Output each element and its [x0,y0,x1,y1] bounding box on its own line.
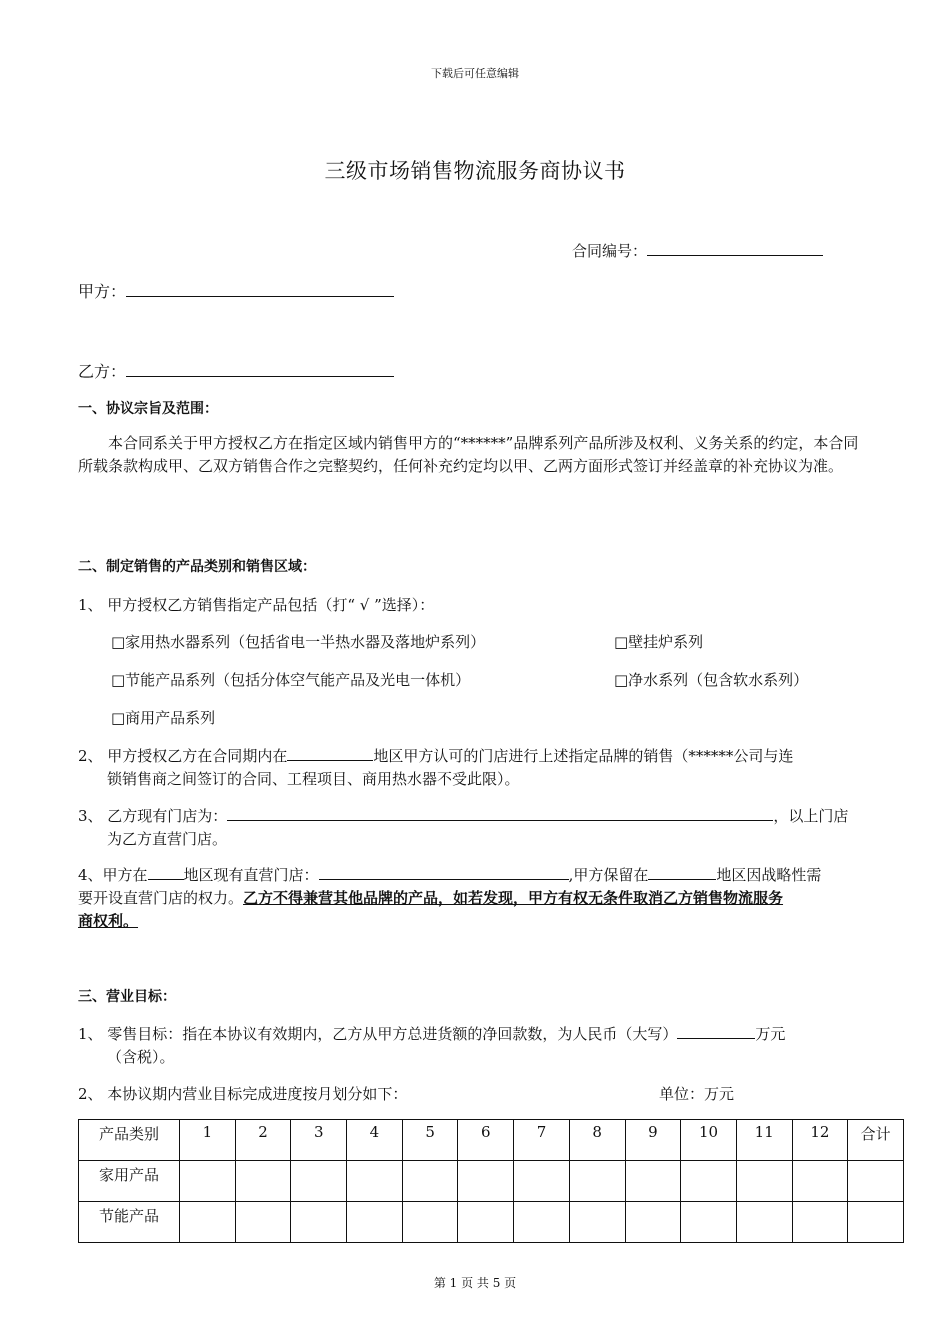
table-header-cell: 9 [625,1120,681,1161]
party-a-line [78,279,394,302]
party-b-line [78,359,394,382]
table-header-cell: 3 [291,1120,347,1161]
table-cell[interactable] [347,1161,403,1202]
item4-reserve-region-blank[interactable] [648,864,716,880]
contract-number-label: 合同编号： [572,242,648,260]
section1-heading: 一、协议宗旨及范围： [78,401,218,417]
document-title: 三级市场销售物流服务商协议书 [324,159,626,183]
table-header-cell: 1 [180,1120,236,1161]
unit-label: 单位：万元 [659,1085,735,1103]
table-header-row [79,1120,904,1161]
contract-number-blank[interactable] [647,240,823,256]
monthly-target-table [78,1119,904,1243]
table-cell[interactable] [569,1202,625,1243]
item4-text-b: 地区现有直营门店： [183,866,319,884]
table-cell[interactable] [792,1202,848,1243]
row-label: 节能产品 [79,1202,180,1243]
table-cell[interactable] [681,1161,737,1202]
table-header-cell: 5 [402,1120,458,1161]
section2-item1: 1、 甲方授权乙方销售指定产品包括（打“ √ ”选择）： [78,596,435,614]
table-cell[interactable] [291,1202,347,1243]
table-header-cell: 4 [347,1120,403,1161]
table-row [79,1161,904,1202]
table-header-cell: 合计 [848,1120,904,1161]
s3-item1-text-b: 万元 [755,1025,786,1043]
table-cell[interactable] [235,1161,291,1202]
item3-text-c: 为乙方直营门店。 [107,830,228,848]
section2-item4-line2 [78,887,783,908]
item4-text-d: 地区因战略性需 [716,866,822,884]
party-a-blank[interactable] [126,281,394,297]
section2-item2-line1 [78,745,793,766]
table-cell[interactable] [514,1202,570,1243]
section2-item3-line1 [78,805,848,826]
table-cell[interactable] [792,1161,848,1202]
option-wall-boiler[interactable]: □壁挂炉系列 [614,633,704,651]
table-cell[interactable] [402,1202,458,1243]
option-energy-saving[interactable]: □节能产品系列（包括分体空气能产品及光电一体机） [111,671,471,689]
retail-target-blank[interactable] [677,1023,755,1039]
item2-text-c: 锁销售商之间签订的合同、工程项目、商用热水器不受此限）。 [107,770,520,788]
item3-stores-blank[interactable] [227,805,773,821]
party-b-label: 乙方： [78,362,127,381]
item4-text-e: 要开设直营门店的权力。 [78,889,244,907]
table-header-cell: 6 [458,1120,514,1161]
item4-bold-clause-end: 商权利。 [78,912,139,930]
option-water-purifier[interactable]: □净水系列（包含软水系列） [614,671,809,689]
section2-heading: 二、制定销售的产品类别和销售区域： [78,559,316,575]
table-header-cell: 产品类别 [79,1120,180,1161]
table-cell[interactable] [736,1161,792,1202]
option-commercial[interactable]: □商用产品系列 [111,709,216,727]
table-cell[interactable] [347,1202,403,1243]
table-cell[interactable] [514,1161,570,1202]
table-cell[interactable] [625,1161,681,1202]
table-header-cell: 7 [514,1120,570,1161]
table-cell[interactable] [458,1202,514,1243]
section1-body: 本合同系关于甲方授权乙方在指定区域内销售甲方的“******”品牌系列产品所涉及权利、义务关系的约定，本合同所载条款构成甲、乙双方销售合作之完整契约，任何补充约定均以甲、乙两方面形式签订并经盖章的补充协议为准。 [78,434,859,475]
row-label: 家用产品 [79,1161,180,1202]
party-a-label: 甲方： [78,282,127,301]
s3-item1-text-a: 1、 零售目标：指在本协议有效期内，乙方从甲方总进货额的净回款数，为人民币（大写） [78,1025,678,1043]
table-cell[interactable] [569,1161,625,1202]
table-header-cell: 8 [569,1120,625,1161]
item4-text-c: ,甲方保留在 [568,866,649,884]
item2-text-b: 地区甲方认可的门店进行上述指定品牌的销售（******公司与连 [373,747,794,765]
table-header-cell: 11 [736,1120,792,1161]
item4-stores-blank[interactable] [319,864,569,880]
item2-region-blank[interactable] [287,745,373,761]
table-cell[interactable] [235,1202,291,1243]
item4-region-blank[interactable] [148,864,184,880]
item2-text-a: 2、 甲方授权乙方在合同期内在 [78,747,288,765]
table-cell[interactable] [180,1202,236,1243]
item3-text-b: ，以上门店 [773,807,849,825]
table-header-cell: 2 [235,1120,291,1161]
page-footer: 第 1 页 共 5 页 [433,1276,517,1290]
table-cell[interactable] [625,1202,681,1243]
contract-number-line [572,240,823,261]
table-cell[interactable] [402,1161,458,1202]
table-cell[interactable] [736,1202,792,1243]
table-cell[interactable] [180,1161,236,1202]
table-cell[interactable] [291,1161,347,1202]
table-row [79,1202,904,1243]
table-cell[interactable] [848,1202,904,1243]
section3-item1-line1 [78,1023,785,1044]
section2-item4-line1 [78,864,821,885]
section3-heading: 三、营业目标： [78,989,176,1005]
option-household-water-heater[interactable]: □家用热水器系列（包括省电一半热水器及落地炉系列） [111,633,486,651]
table-header-cell: 12 [792,1120,848,1161]
table-cell[interactable] [458,1161,514,1202]
page-header: 下载后可任意编辑 [431,67,519,80]
section3-item2: 2、 本协议期内营业目标完成进度按月划分如下： [78,1085,408,1103]
table-cell[interactable] [681,1202,737,1243]
party-b-blank[interactable] [126,361,394,377]
item4-bold-clause: 乙方不得兼营其他品牌的产品，如若发现，甲方有权无条件取消乙方销售物流服务 [243,889,784,907]
table-header-cell: 10 [681,1120,737,1161]
s3-item1-text-c: （含税）。 [107,1048,175,1066]
item3-text-a: 3、 乙方现有门店为： [78,807,228,825]
item4-text-a: 4、甲方在 [78,866,148,884]
table-cell[interactable] [848,1161,904,1202]
